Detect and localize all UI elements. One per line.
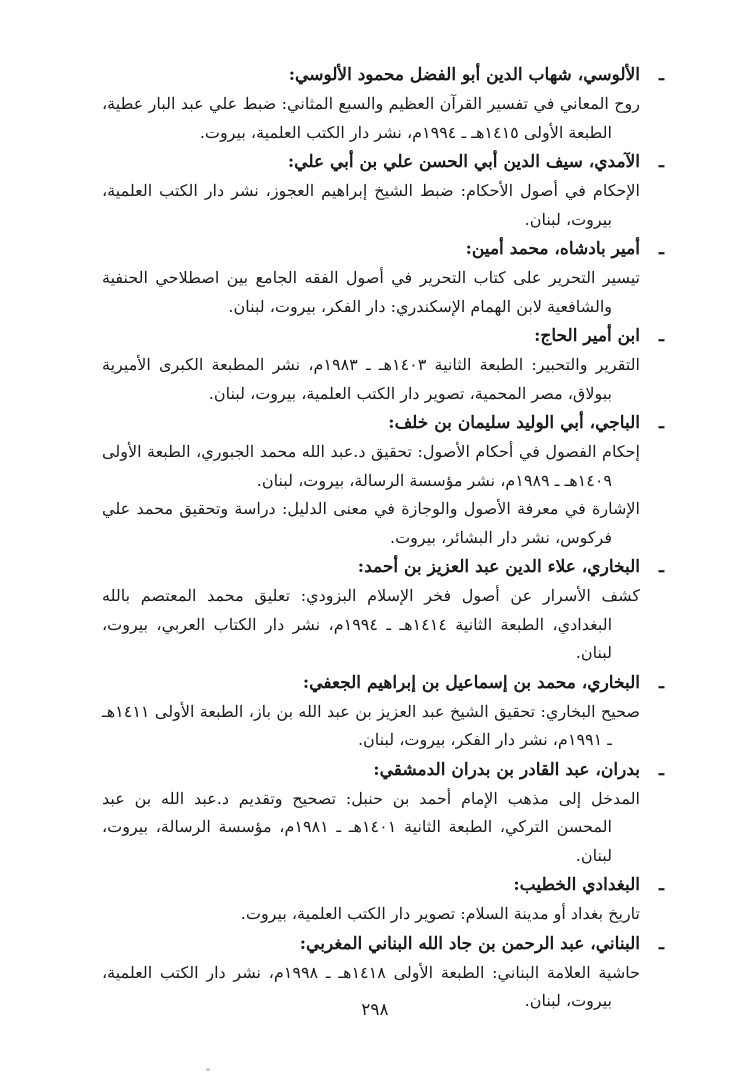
entry-author: ـ البناني، عبد الرحمن بن جاد الله البناني المغربي:	[102, 929, 640, 959]
bibliography-entry	[102, 408, 664, 552]
entry-work: تيسير التحرير على كتاب التحرير في أصول الفقه الجامع بين اصطلاحي الحنفية والشافعية لابن الهمام الإسكندري: دار الفكر، بيروت، لبنان.	[102, 268, 641, 316]
bibliography-entry	[102, 147, 664, 234]
entry-dash: ـ	[659, 326, 664, 346]
bibliography-entry	[102, 755, 664, 871]
bibliography-entry	[102, 234, 664, 321]
entry-work: صحيح البخاري: تحقيق الشيخ عبد العزيز بن عبد الله بن باز، الطبعة الأولى ١٤١١هـ ـ ١٩٩١م، نشر دار الفكر، بيروت، لبنان.	[102, 701, 640, 749]
entry-work: الإحكام في أصول الأحكام: ضبط الشيخ إبراهيم العجوز، نشر دار الكتب العلمية، بيروت، لبنان.	[102, 181, 640, 229]
entry-work: إحكام الفصول في أحكام الأصول: تحقيق د.عبد الله محمد الجبوري، الطبعة الأولى ١٤٠٩هـ ـ ١٩٨٩م، نشر مؤسسة الرسالة، بيروت، لبنان.	[102, 442, 640, 490]
bibliography-page	[102, 60, 664, 1016]
entry-dash: ـ	[659, 759, 664, 780]
entry-work: حاشية العلامة البناني: الطبعة الأولى ١٤١٨هـ ـ ١٩٩٨م، نشر دار الكتب العلمية، بيروت، لبنان.	[102, 962, 640, 1010]
bibliography-entry	[102, 60, 664, 147]
entry-work: الإشارة في معرفة الأصول والوجازة في معنى الدليل: دراسة وتحقيق محمد علي فركوس، نشر دار البشائر، بيروت.	[102, 499, 640, 547]
entry-dash: ـ	[659, 933, 664, 954]
entry-author: ـ أمير بادشاه، محمد أمين:	[102, 234, 640, 264]
entry-dash: ـ	[659, 152, 664, 172]
entry-author: ـ البغدادي الخطيب:	[102, 870, 640, 900]
entry-work: التقرير والتحبير: الطبعة الثانية ١٤٠٣هـ ـ ١٩٨٣م، نشر المطبعة الكبرى الأميرية ببولاق، مصر المحمية، تصوير دار الكتب العلمية، بيروت، لبنان.	[102, 355, 641, 403]
bibliography-entry	[102, 870, 664, 929]
entry-author: ـ بدران، عبد القادر بن بدران الدمشقي:	[102, 755, 640, 785]
entry-dash: ـ	[659, 413, 664, 433]
entry-dash: ـ	[659, 239, 664, 259]
entry-author: ـ الآمدي، سيف الدين أبي الحسن علي بن أبي علي:	[102, 147, 640, 177]
entry-dash: ـ	[659, 875, 664, 895]
entry-work: روح المعاني في تفسير القرآن العظيم والسبع المثاني: ضبط علي عبد البار عطية، الطبعة الأولى ١٤١٥هـ ـ ١٩٩٤م، نشر دار الكتب العلمية، بيروت.	[102, 94, 640, 142]
entry-author: ـ الباجي، أبي الوليد سليمان بن خلف:	[102, 408, 640, 438]
entry-author: ـ الألوسي، شهاب الدين أبو الفضل محمود الألوسي:	[102, 60, 640, 90]
entry-dash: ـ	[659, 557, 664, 577]
entry-work: كشف الأسرار عن أصول فخر الإسلام البزودي: تعليق محمد المعتصم بالله البغدادي، الطبعة الثانية ١٤١٤هـ ـ ١٩٩٤م، نشر دار الكتاب العربي، بيروت، لبنان.	[102, 586, 640, 662]
bibliography-entry	[102, 321, 664, 408]
scan-speck	[206, 1068, 210, 1071]
entry-work: تاريخ بغداد أو مدينة السلام: تصوير دار الكتب العلمية، بيروت.	[240, 904, 640, 923]
page-number: ٢٩٨	[361, 1000, 389, 1020]
entry-dash: ـ	[659, 672, 664, 693]
bibliography-entry	[102, 552, 664, 668]
entry-work: المدخل إلى مذهب الإمام أحمد بن حنبل: تصحيح وتقديم د.عبد الله بن عبد المحسن التركي، الطبعة الثانية ١٤٠١هـ ـ ١٩٨١م، مؤسسة الرسالة، بيروت، لبنان.	[102, 788, 640, 865]
entry-author: ـ البخاري، علاء الدين عبد العزيز بن أحمد:	[102, 552, 640, 582]
entry-dash: ـ	[659, 65, 664, 85]
entry-author: ـ ابن أمير الحاج:	[102, 321, 640, 351]
entry-author: ـ البخاري، محمد بن إسماعيل بن إبراهيم الجعفي:	[102, 668, 640, 698]
bibliography-entry	[102, 668, 664, 755]
